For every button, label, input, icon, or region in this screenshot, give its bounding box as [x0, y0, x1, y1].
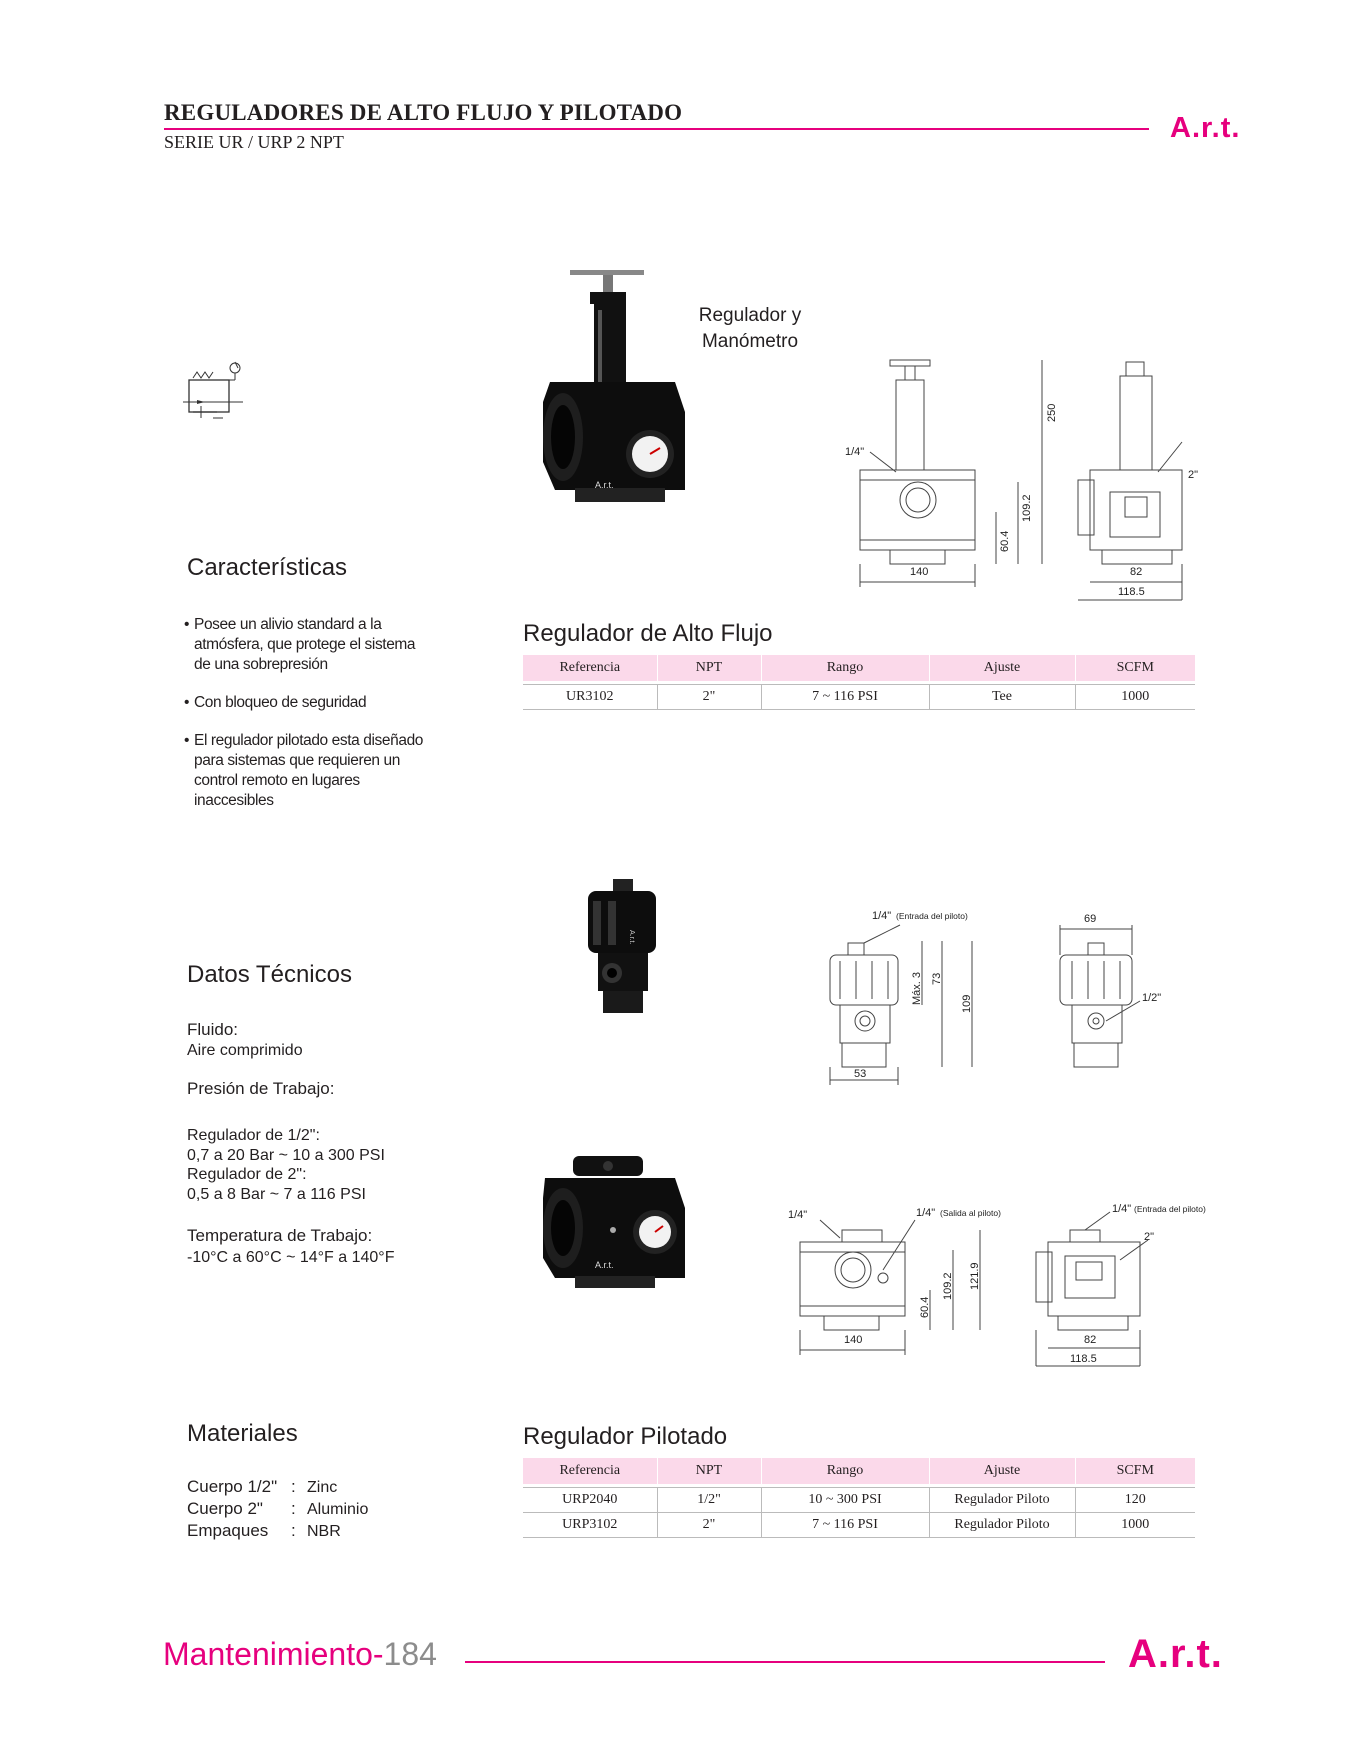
col-ajuste: Ajuste [929, 1458, 1075, 1484]
svg-text:A.r.t.: A.r.t. [595, 480, 614, 490]
cell-npt: 2" [657, 1513, 761, 1538]
page-title: REGULADORES DE ALTO FLUJO Y PILOTADO [164, 100, 683, 125]
presion-line-3: Regulador de 2": [187, 1166, 307, 1183]
presion-line-1: Regulador de 1/2": [187, 1127, 320, 1144]
dim2-h73: 73 [931, 972, 943, 985]
material-name: Cuerpo 1/2" [187, 1477, 278, 1496]
cell-referencia: UR3102 [523, 685, 657, 710]
header-rule [164, 128, 1149, 130]
material-value: Aluminio [307, 1501, 369, 1518]
dim1-h250: 250 [1046, 403, 1058, 422]
dim3-w140: 140 [844, 1334, 863, 1346]
material-separator: : [291, 1521, 296, 1540]
feature-item: • El regulador pilotado esta diseñado para sistemas que requieren un control remoto en lugares inaccesibles [188, 731, 428, 811]
cell-ajuste: Regulador Piloto [929, 1488, 1075, 1513]
section-heading-materiales: Materiales [187, 1420, 298, 1447]
dim3-h109: 109.2 [942, 1272, 954, 1300]
cell-npt: 1/2" [657, 1488, 761, 1513]
col-referencia: Referencia [523, 655, 657, 681]
feature-item: • Con bloqueo de seguridad [188, 693, 428, 713]
dim3-w118: 118.5 [1070, 1353, 1097, 1365]
material-row [187, 1477, 368, 1499]
dim3-h121: 121.9 [969, 1262, 981, 1290]
dim2-port-half: 1/2" [1142, 992, 1162, 1004]
table-header-row [523, 1458, 1195, 1484]
footer-section-label [163, 1636, 437, 1673]
material-value: Zinc [307, 1479, 338, 1496]
dim3-port-in: 1/4" [1112, 1203, 1132, 1215]
section-heading-datos-tecnicos: Datos Técnicos [187, 961, 352, 988]
col-scfm: SCFM [1075, 1458, 1195, 1484]
cell-npt: 2" [657, 685, 761, 710]
dim1-h60: 60.4 [999, 530, 1011, 552]
high-flow-dimension-drawing [840, 352, 1210, 602]
table-header-row [523, 655, 1195, 681]
table-row [523, 685, 1195, 710]
material-separator: : [291, 1477, 296, 1496]
cell-rango: 7 ~ 116 PSI [761, 1513, 929, 1538]
feature-item: • Posee un alivio standard a la atmósfera, que protege el sistema de una sobrepresión [188, 615, 428, 675]
dim2-w53: 53 [854, 1068, 867, 1080]
dim1-h109: 109.2 [1021, 494, 1033, 522]
cell-ajuste: Regulador Piloto [929, 1513, 1075, 1538]
spec-table-alto-flujo [523, 655, 1195, 710]
fluido-label: Fluido: [187, 1020, 239, 1039]
pilot-operated-dimension-drawing [780, 1200, 1240, 1370]
high-flow-regulator-photo [535, 262, 695, 532]
svg-text:A.r.t.: A.r.t. [628, 930, 635, 945]
presion-line-2: 0,7 a 20 Bar ~ 10 a 300 PSI [187, 1147, 385, 1164]
page-subtitle: SERIE UR / URP 2 NPT [164, 132, 344, 152]
cell-scfm: 120 [1075, 1488, 1195, 1513]
dim3-port2: 2" [1144, 1231, 1155, 1243]
pilot-regulator-dimension-drawing [820, 905, 1180, 1090]
dim1-w118: 118.5 [1118, 586, 1145, 598]
page-number: 184 [383, 1636, 437, 1672]
caption-line-1: Regulador y [698, 305, 802, 326]
pilot-operated-regulator-photo [535, 1148, 695, 1298]
section-heading-caracteristicas: Características [187, 554, 348, 581]
features-list [188, 615, 428, 829]
dim3-port-in-note: (Entrada del piloto) [1134, 1204, 1206, 1214]
caption-line-2: Manómetro [701, 331, 799, 352]
dim2-w69: 69 [1084, 913, 1097, 925]
temperatura-value: -10°C a 60°C ~ 14°F a 140°F [187, 1249, 395, 1266]
table-title-alto-flujo: Regulador de Alto Flujo [523, 620, 773, 647]
dim2-max3: Máx. 3 [911, 971, 923, 1005]
col-referencia: Referencia [523, 1458, 657, 1484]
svg-text:A.r.t.: A.r.t. [595, 1260, 614, 1270]
temperatura-label: Temperatura de Trabajo: [187, 1226, 373, 1245]
dim3-port-left: 1/4" [788, 1209, 808, 1221]
brand-logo-header: A.r.t. [1170, 112, 1241, 144]
spec-table-pilotado [523, 1458, 1195, 1538]
material-name: Cuerpo 2" [187, 1499, 263, 1518]
dim2-port-note: (Entrada del piloto) [896, 911, 968, 921]
brand-logo-footer: A.r.t. [1128, 1632, 1223, 1676]
cell-rango: 7 ~ 116 PSI [761, 685, 929, 710]
dim2-h109: 109 [961, 994, 973, 1013]
material-separator: : [291, 1499, 296, 1518]
col-npt: NPT [657, 1458, 761, 1484]
fluido-value: Aire comprimido [187, 1042, 303, 1059]
col-rango: Rango [761, 1458, 929, 1484]
cell-referencia: URP3102 [523, 1513, 657, 1538]
gauge-caption [680, 303, 820, 355]
presion-line-4: 0,5 a 8 Bar ~ 7 a 116 PSI [187, 1186, 366, 1203]
dim3-h60: 60.4 [919, 1296, 931, 1318]
dim3-port-pilot: 1/4" [916, 1207, 936, 1219]
cell-rango: 10 ~ 300 PSI [761, 1488, 929, 1513]
cell-ajuste: Tee [929, 685, 1075, 710]
col-npt: NPT [657, 655, 761, 681]
dim3-port-pilot-note: (Salida al piloto) [940, 1208, 1001, 1218]
footer-label: Mantenimiento- [163, 1636, 384, 1672]
presion-label: Presión de Trabajo: [187, 1079, 335, 1098]
material-value: NBR [307, 1523, 341, 1540]
col-ajuste: Ajuste [929, 655, 1075, 681]
table-row [523, 1488, 1195, 1513]
material-row [187, 1499, 368, 1521]
cell-scfm: 1000 [1075, 1513, 1195, 1538]
dim1-w82: 82 [1130, 566, 1143, 578]
cell-scfm: 1000 [1075, 685, 1195, 710]
table-row [523, 1513, 1195, 1538]
dim1-w140: 140 [910, 566, 929, 578]
dim1-port2: 2" [1188, 469, 1199, 481]
materials-list [187, 1477, 368, 1543]
footer-rule [465, 1661, 1105, 1663]
pilot-regulator-small-photo [578, 875, 668, 1020]
regulator-symbol-icon [183, 360, 245, 426]
col-rango: Rango [761, 655, 929, 681]
col-scfm: SCFM [1075, 655, 1195, 681]
material-name: Empaques [187, 1521, 269, 1540]
dim1-port: 1/4" [845, 446, 865, 458]
dim2-port: 1/4" [872, 910, 892, 922]
dim3-w82: 82 [1084, 1334, 1097, 1346]
cell-referencia: URP2040 [523, 1488, 657, 1513]
table-title-pilotado: Regulador Pilotado [523, 1423, 728, 1450]
material-row [187, 1521, 368, 1543]
